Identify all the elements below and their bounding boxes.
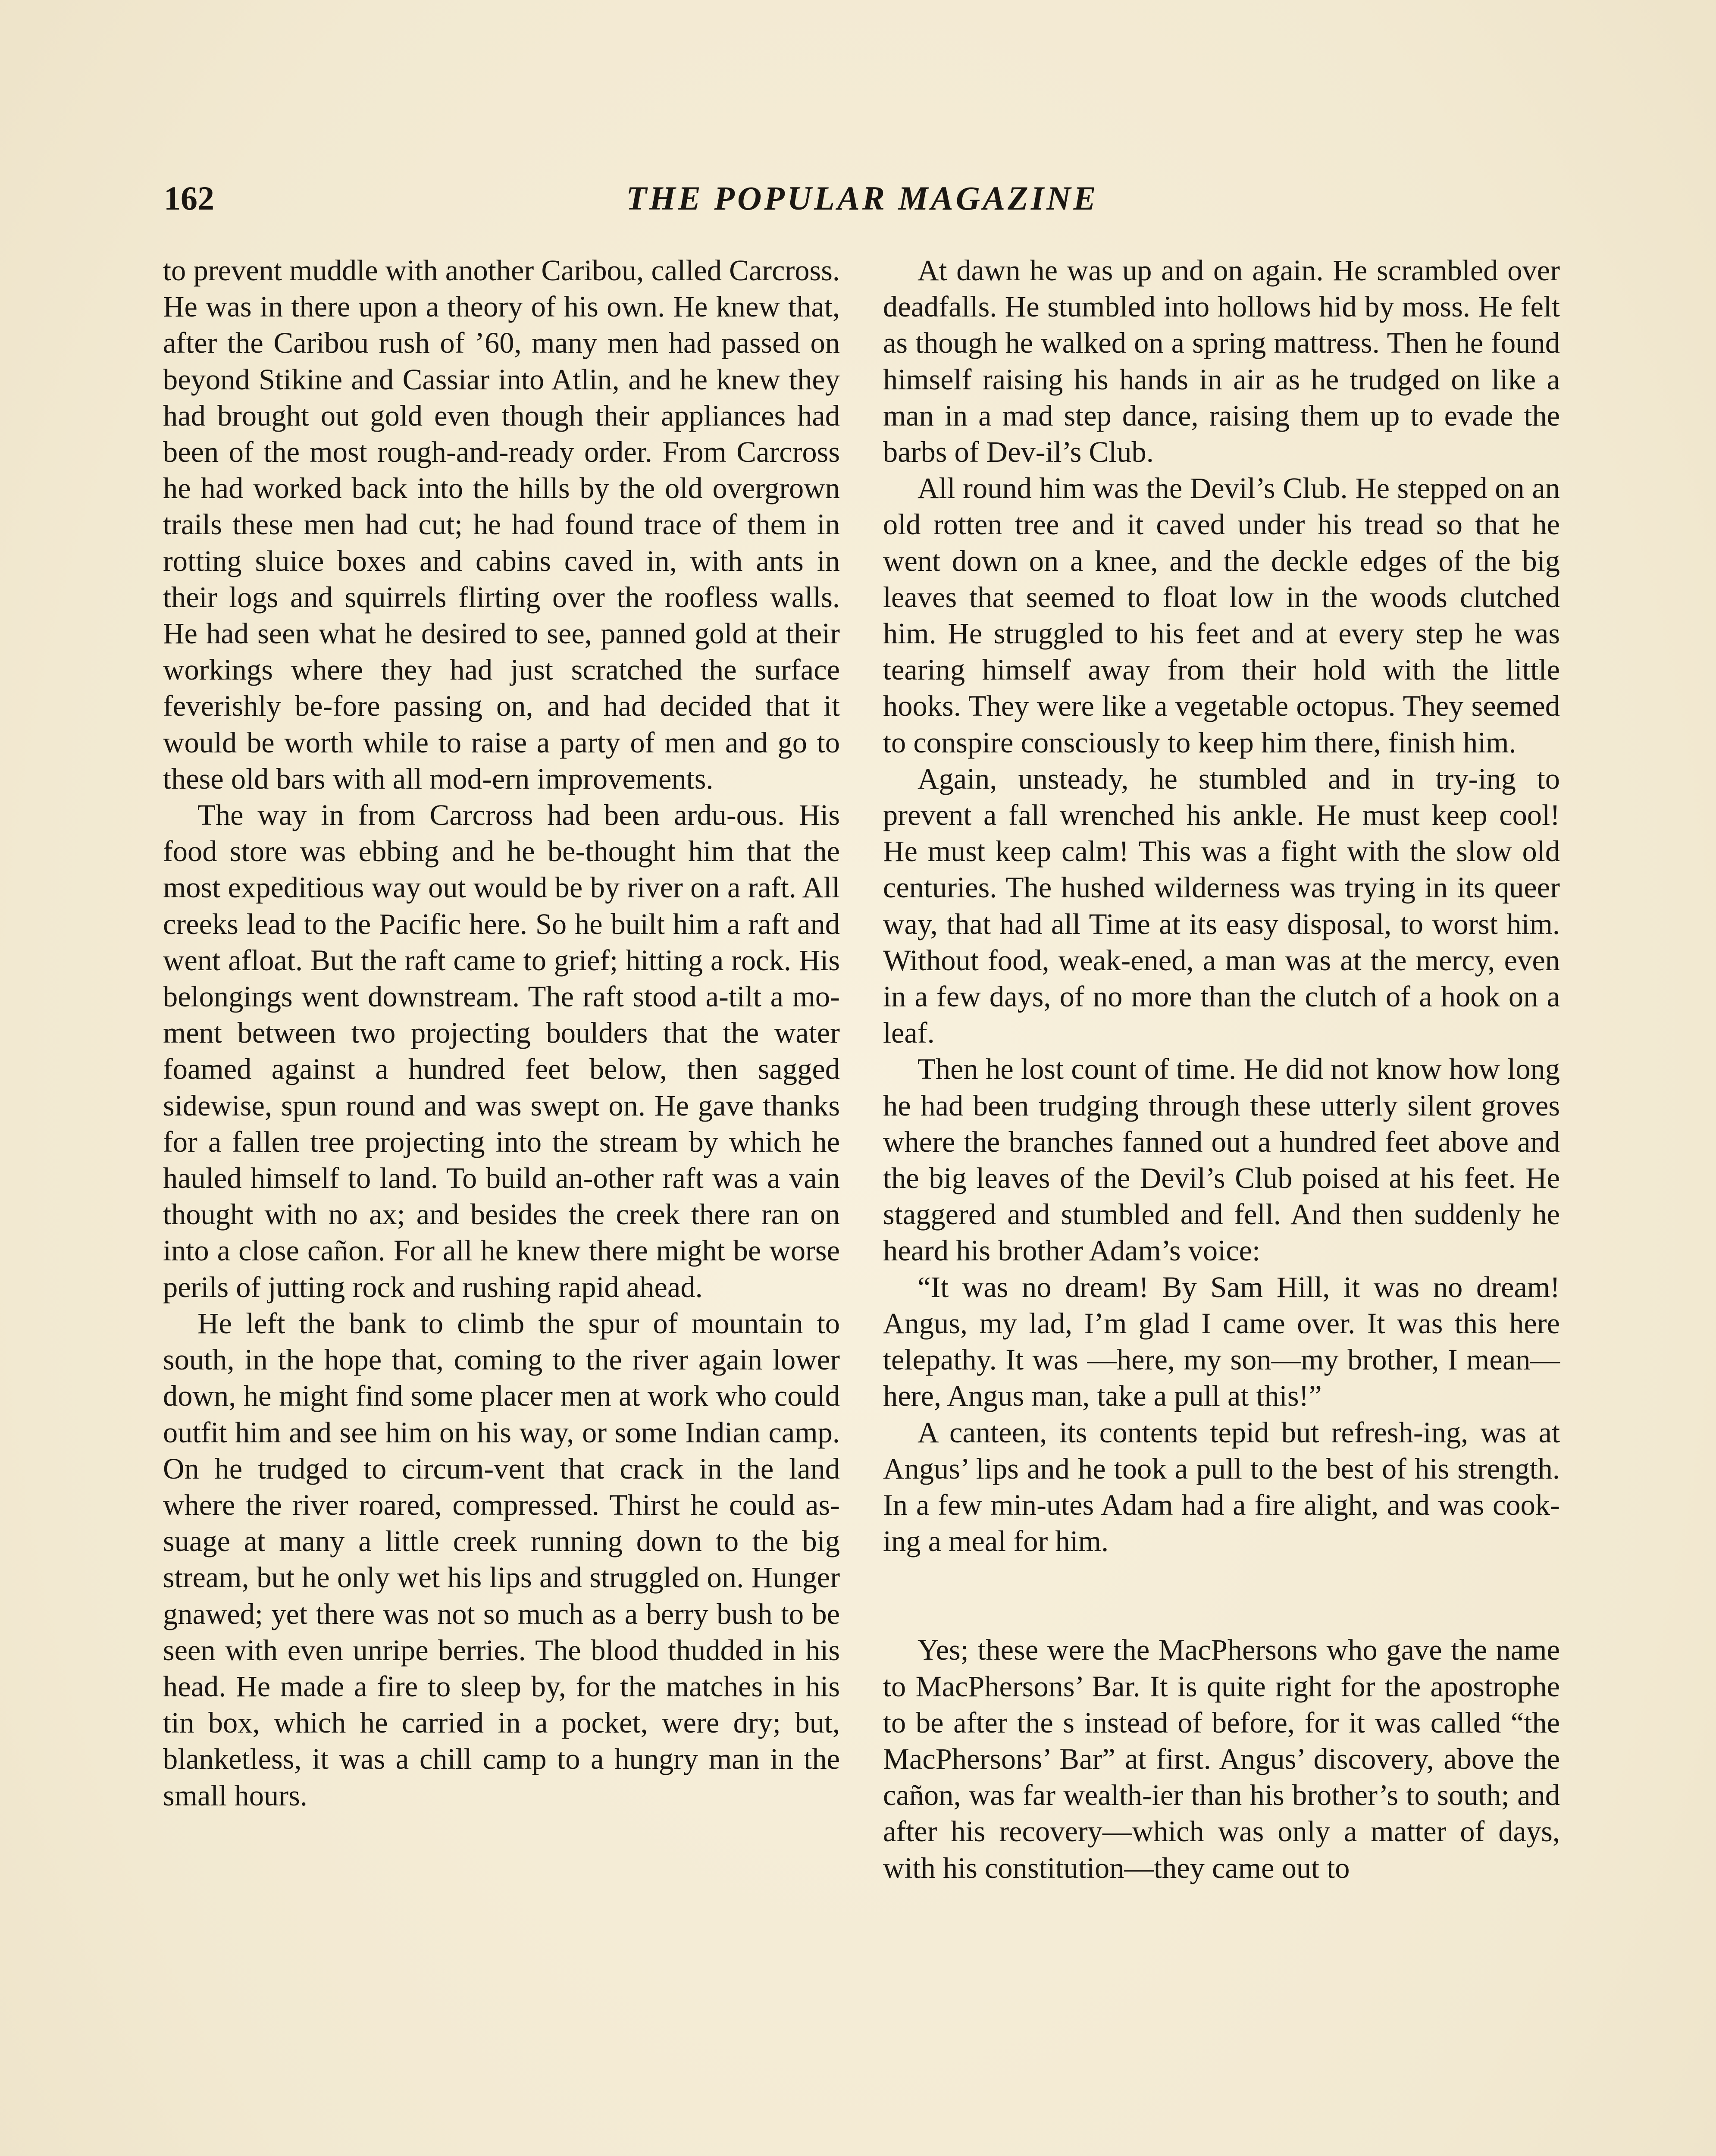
paragraph: All round him was the Devil’s Club. He stepped on an old rotten tree and it caved under his tread so that he went down on a knee, and the deckle edges of the big leaves that seemed to float low in the woods clutched him. He struggled to his feet and at every step he was tearing himself away from their hold with the little hooks. They were like a vegetable octopus. They seemed to conspire consciously to keep him there, finish him. <box>883 472 1560 759</box>
paragraph: A canteen, its contents tepid but refresh-ing, was at Angus’ lips and he took a pull to the best of his strength. In a few min-utes Adam had a fire alight, and was cook-ing a meal for him. <box>883 1416 1560 1558</box>
left-column <box>163 252 840 1814</box>
paragraph: At dawn he was up and on again. He scrambled over deadfalls. He stumbled into hollows hid by moss. He felt as though he walked on a spring mattress. Then he found himself raising his hands in air as he trudged on like a man in a mad step dance, raising them up to evade the barbs of Dev-il’s Club. <box>883 254 1560 469</box>
page-header <box>164 172 1561 224</box>
paragraph: to prevent muddle with another Caribou, called Carcross. He was in there upon a theory of his own. He knew that, after the Caribou rush of ’60, many men had passed on beyond Stikine and Cassiar into Atlin, and he knew they had brought out gold even though their appliances had been of the most rough-and-ready order. From Carcross he had worked back into the hills by the old overgrown trails these men had cut; he had found trace of them in rotting sluice boxes and cabins caved in, with ants in their logs and squirrels flirting over the roofless walls. He had seen what he desired to see, panned gold at their workings where they had just scratched the surface feverishly be-fore passing on, and had decided that it would be worth while to raise a party of men and go to these old bars with all mod-ern improvements. <box>163 254 840 795</box>
page-number: 162 <box>164 179 214 217</box>
paragraph: The way in from Carcross had been ardu-ous. His food store was ebbing and he be-thought him that the most expeditious way out would be by river on a raft. All creeks lead to the Pacific here. So he built him a raft and went afloat. But the raft came to grief; hitting a rock. His belongings went downstream. The raft stood a-tilt a mo-ment between two projecting boulders that the water foamed against a hundred feet below, then sagged sidewise, spun round and was swept on. He gave thanks for a fallen tree projecting into the stream by which he hauled himself to land. To build an-other raft was a vain thought with no ax; and besides the creek there ran on into a close cañon. For all he knew there might be worse perils of jutting rock and rushing rapid ahead. <box>163 799 840 1304</box>
paragraph: He left the bank to climb the spur of mountain to south, in the hope that, coming to the river again lower down, he might find some placer men at work who could outfit him and see him on his way, or some Indian camp. On he trudged to circum-vent that crack in the land where the river roared, compressed. Thirst he could as-suage at many a little creek running down to the big stream, but he only wet his lips and struggled on. Hunger gnawed; yet there was not so much as a berry bush to be seen with even unripe berries. The blood thudded in his head. He made a fire to sleep by, for the matches in his tin box, which he carried in a pocket, were dry; but, blanketless, it was a chill camp to a hungry man in the small hours. <box>163 1307 840 1812</box>
right-column <box>883 252 1560 1886</box>
paragraph: “It was no dream! By Sam Hill, it was no dream! Angus, my lad, I’m glad I came over. It was this here telepathy. It was —here, my son—my brother, I mean—here, Angus man, take a pull at this!” <box>883 1270 1560 1413</box>
paragraph: Then he lost count of time. He did not know how long he had been trudging through these utterly silent groves where the branches fanned out a hundred feet above and the big leaves of the Devil’s Club poised at his feet. He staggered and stumbled and fell. And then suddenly he heard his brother Adam’s voice: <box>883 1053 1560 1267</box>
paragraph: Yes; these were the MacPhersons who gave the name to MacPhersons’ Bar. It is quite right for the apostrophe to be after the s instead of before, for it was called “the MacPhersons’ Bar” at first. Angus’ discovery, above the cañon, was far wealth-ier than his brother’s to south; and after his recovery—which was only a matter of days, with his constitution—they came out to <box>883 1633 1560 1884</box>
paragraph: Again, unsteady, he stumbled and in try-ing to prevent a fall wrenched his ankle. He must keep cool! He must keep calm! This was a fight with the slow old centuries. The hushed wilderness was trying in its queer way, that had all Time at its easy disposal, to worst him. Without food, weak-ened, a man was at the mercy, even in a few days, of no more than the clutch of a hook on a leaf. <box>883 762 1560 1050</box>
running-title: THE POPULAR MAGAZINE <box>626 179 1099 217</box>
